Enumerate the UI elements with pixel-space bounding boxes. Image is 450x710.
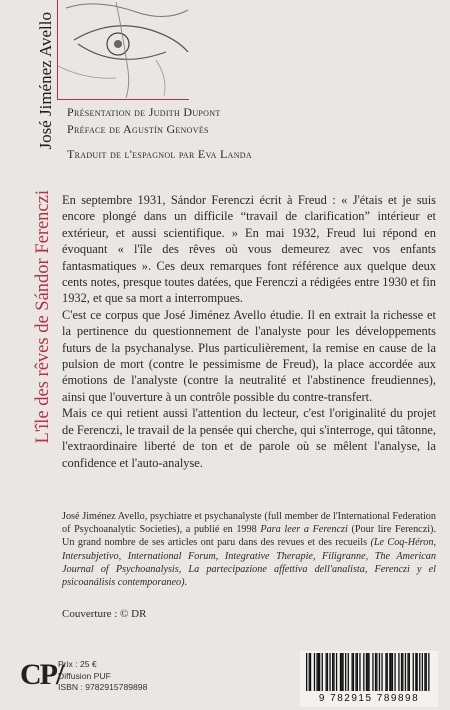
distribution: Diffusion PUF [58, 670, 111, 681]
spine-author [36, 12, 58, 212]
spine-title [33, 190, 57, 500]
price: Prix : 25 € [58, 659, 97, 669]
barcode [300, 651, 438, 707]
summary-paragraph: En septembre 1931, Sándor Ferenczi écrit à Freud : « J'étais et je suis encore plongé dans un difficile “travail de clarification” intérieur et extérieur, et aussi scientifique. » En mai 1932, Freud lui répond en évoquant « l'île des rêves où vous demeurez avec vos enfants fantasmatiques ». Ces deux remarques font référence aux quelque deux cents notes, presque toutes datées, que Ferenczi a rédigées entre 1930 et fin 1932, et que sa mort a interrompues. [62, 193, 436, 306]
bio-text: José Jiménez Avello, psychiatre et psychanalyste (full member de l'International Federation of Psychoanalytic Societies), a publié en 1998 [62, 511, 436, 536]
price-block [58, 659, 147, 694]
credits [67, 104, 252, 163]
accent-horizontal-line [57, 99, 189, 100]
bio-journals: (Le Coq-Héron, Intersubjetivo, International Forum, Integrative Therapie, Filigranne, The American Journal of Psychoanalysis, La partecipazione affettiva dell'analista, Ferenczi y el psicoanálisis contemporaneo) [62, 537, 436, 589]
eye-sketch-illustration [56, 0, 196, 98]
author-bio-paragraph [62, 510, 436, 589]
bio-text: (Pour lire Ferenczi). Un grand nombre de ses articles ont paru dans des revues et des recueils [62, 524, 436, 549]
author-bio [62, 510, 436, 589]
barcode-digits: 9 782915 789898 [318, 693, 420, 704]
spine-title-text: L'île des rêves de Sándor Ferenczi [33, 190, 53, 444]
summary-paragraph: Mais ce qui retient aussi l'attention du lecteur, c'est l'originalité du projet de Ferenczi, le travail de la pensée qui cherche, qui s'interroge, qui tâtonne, l'extraordinaire liberté de ton et de parole où se mêlent l'analyse, la confidence et l'auto-analyse. [62, 406, 436, 470]
preface-credit: Préface de Agustín Genovés [67, 122, 209, 136]
publisher-logo: CP/ [20, 658, 63, 691]
cover-credit: Couverture : © DR [62, 608, 147, 620]
barcode-bars [300, 651, 438, 693]
bio-text: . [184, 577, 188, 589]
back-cover-summary [62, 192, 436, 471]
spine [0, 0, 56, 710]
isbn: ISBN : 9782915789898 [58, 682, 148, 692]
presentation-credit: Présentation de Judith Dupont [67, 105, 221, 119]
summary-paragraph: C'est ce corpus que José Jiménez Avello étudie. Il en extrait la richesse et la pertinence du questionnement de l'analyste pour les développements futurs de la psychanalyse. Plus particulièrement, la remise en cause de la pulsion de mort (contre le pessimisme de Freud), la place accordée aux émotions de l'analyste (contre la neutralité et l'abstinence freudiennes), ainsi que l'ouverture à un contrôle possible du contre-transfert. [62, 307, 436, 404]
translation-credit: Traduit de l'espagnol par Eva Landa [67, 147, 252, 161]
spine-author-text: José Jiménez Avello [36, 12, 55, 150]
bio-book-title: Para leer a Ferenczi [260, 524, 348, 536]
